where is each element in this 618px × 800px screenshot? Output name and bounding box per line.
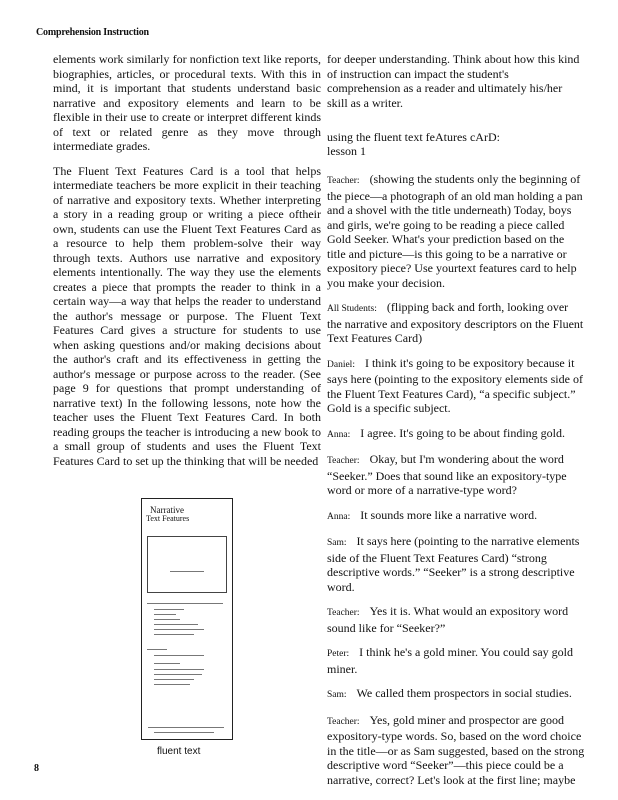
intro-paragraph: for deeper understanding. Think about how this kind of instruction can impact the student's comprehension as a reader and ultimately his/her skill as a writer. — [327, 52, 580, 110]
card-line — [154, 634, 194, 635]
dialogue-line — [327, 426, 585, 443]
card-image-box — [147, 536, 227, 593]
card-title-narrative: Narrative — [150, 505, 184, 515]
dialogue-line — [327, 534, 585, 594]
card-line — [154, 669, 204, 670]
dialogue-text: (showing the students only the beginning of the piece—a photograph of an old man holding a pan and a shovel with the title underneath) Today, boys and girls, we're going to be reading a piece called Gold Seeker. What's your prediction based on the title and picture—is this going to be a narrative or expository piece? Use yourtext features card to help you make your decision. — [327, 172, 583, 290]
dialogue-text: I think it's going to be expository because it says here (pointing to the expository elements side of the Fluent Text Features Card), “a specific subject.” Gold is a specific subject. — [327, 355, 583, 415]
card-line — [148, 727, 224, 728]
dialogue-text: (flipping back and forth, looking over the narrative and expository descriptors on the Fluent Text Features Card) — [327, 300, 584, 345]
dialogue-line — [327, 508, 585, 525]
speaker-label: Daniel: — [327, 359, 355, 370]
card-line — [154, 624, 198, 625]
card-line — [154, 674, 202, 675]
page-number: 8 — [34, 763, 39, 774]
speaker-label: Anna: — [327, 429, 351, 440]
dialogue-line — [327, 300, 585, 346]
card-line — [147, 603, 223, 604]
speaker-label: Anna: — [327, 511, 351, 522]
dialogue-text: I think he's a gold miner. You could say gold miner. — [327, 645, 573, 676]
speaker-label: Teacher: — [327, 608, 360, 618]
card-line — [154, 679, 194, 680]
left-column — [53, 52, 321, 478]
fluent-text-card-thumbnail — [141, 498, 233, 740]
dialogue — [327, 172, 585, 787]
dialogue-line — [327, 452, 585, 498]
dialogue-line — [327, 356, 585, 416]
dialogue-line — [327, 713, 585, 788]
card-line — [147, 649, 167, 650]
dialogue-text: Okay, but I'm wondering about the word “Seeker.” Does that sound like an expository-type word or more of a narrative-type word? — [327, 452, 567, 497]
lesson-heading-number: lesson 1 — [327, 144, 366, 158]
dialogue-text: I agree. It's going to be about finding gold. — [360, 425, 566, 440]
card-line — [154, 629, 204, 630]
speaker-label: Sam: — [327, 538, 347, 548]
dialogue-line — [327, 686, 585, 703]
card-line — [154, 609, 184, 610]
speaker-label: All Students: — [327, 304, 377, 314]
dialogue-text: It says here (pointing to the narrative elements side of the Fluent Text Features Card) “strong descriptive words.” “Seeker” is a strong descriptive word. — [327, 534, 580, 594]
card-line — [154, 655, 204, 656]
figure-caption: fluent text — [157, 746, 201, 757]
card-line — [154, 614, 176, 615]
dialogue-line — [327, 645, 585, 676]
dialogue-line — [327, 172, 585, 290]
dialogue-text: It sounds more like a narrative word. — [360, 507, 538, 522]
card-box-line — [170, 571, 204, 572]
card-line — [154, 732, 214, 733]
card-title-text-features: Text Features — [146, 514, 190, 523]
dialogue-line — [327, 604, 585, 635]
paragraph-2: The Fluent Text Features Card is a tool that helps intermediate teachers be more explicit in their teaching of narrative and expository texts. Whether interpreting a story in a reading group or writing a piece oftheir own, students can use the Fluent Text Features Card as a resource to help them problem-solve their way through texts. Authors use narrative and expository elements intentionally. The way they use the elements creates a piece that prompts the reader to think in a certain way—a way that helps the reader to understand the author's message or purpose. The Fluent Text Features Card gives a structure for students to use when asking questions and/or making decisions about the author's craft and its effectiveness in getting the author's message or purpose across to the reader. (See page 9 for questions that prompt understanding of narrative text) In the following lessons, note how the teacher uses the Fluent Text Features Card. In both reading groups the teacher is introducing a new book to a small group of students and uses the Fluent Text Features Card to set up the thinking that will be needed — [53, 163, 321, 468]
speaker-label: Sam: — [327, 690, 347, 700]
right-column — [327, 52, 585, 797]
card-line — [154, 663, 180, 664]
lesson-heading — [327, 130, 585, 158]
dialogue-text: We called them prospectors in social studies. — [356, 686, 572, 700]
dialogue-text: Yes it is. What would an expository word sound like for “Seeker?” — [327, 604, 569, 635]
dialogue-text: Yes, gold miner and prospector are good expository-type words. So, based on the word choice in the title—or as Sam suggested, based on the strong descriptive word “Seeker”—this piece could be a narrative, correct? Let's look at the first line; maybe — [327, 712, 585, 787]
running-header: Comprehension Instruction — [36, 27, 149, 38]
speaker-label: Teacher: — [327, 456, 360, 466]
lesson-heading-title: using the fluent text feAtures cArD: — [327, 130, 500, 144]
speaker-label: Teacher: — [327, 716, 360, 727]
speaker-label: Teacher: — [327, 176, 360, 186]
speaker-label: Peter: — [327, 649, 350, 659]
card-line — [154, 684, 190, 685]
paragraph-1: elements work similarly for nonfiction text like reports, biographies, articles, or procedural texts. With this in mind, it is important that students understand basic narrative and expository elements and learn to be flexible in their use to create or interpret different kinds of text or related genre as they move through intermediate grades. — [53, 52, 321, 153]
card-line — [154, 619, 180, 620]
